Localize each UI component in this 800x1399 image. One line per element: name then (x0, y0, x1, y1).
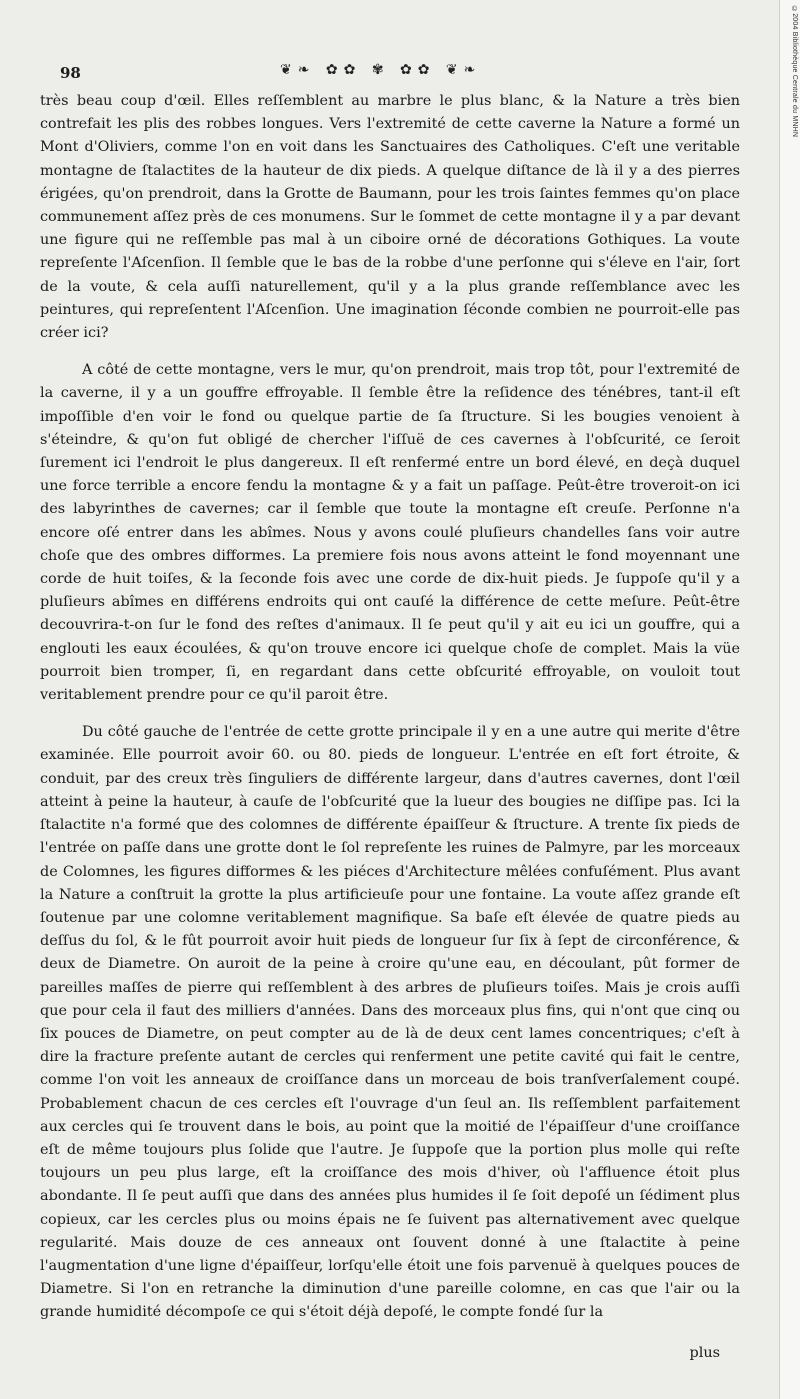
catchword: plus (689, 1345, 720, 1361)
page-number: 98 (60, 64, 81, 82)
body-text (40, 90, 740, 1325)
paragraph-1: très beau coup d'œil. Elles reſſemblent au marbre le plus blanc, & la Nature a très bien contrefait les plis des robbes longues. Vers l'extremité de cette caverne la Nature a formé un Mont d'Oliviers, comme l'on en voit dans les Sanctuaires des Catholiques. C'eſt une veritable montagne de ſtalactites de la hauteur de dix pieds. A quelque diſtance de là il y a des pierres érigées, qu'on prendroit, dans la Grotte de Baumann, pour les trois ſaintes femmes qu'on place communement aſſez près de ces monumens. Sur le ſommet de cette montagne il y a par devant une figure qui ne reſſemble pas mal à un ciboire orné de décorations Gothiques. La voute repreſente l'Aſcenſion. Il ſemble que le bas de la robbe d'une perſonne qui s'éleve en l'air, ſort de la voute, & cela auſſi naturellement, qu'il y a la plus grande reſſemblance avec les peintures, qui repreſentent l'Aſcenſion. Une imagination ſéconde combien ne pourroit-elle pas créer ici? (40, 93, 740, 342)
running-header (60, 62, 740, 84)
paragraph-3: Du côté gauche de l'entrée de cette grotte principale il y en a une autre qui merite d'être examinée. Elle pourroit avoir 60. ou 80. pieds de longueur. L'entrée en eſt fort étroite, & conduit, par des creux très ſinguliers de différente largeur, dans d'autres cavernes, dont l'œil atteint à peine la hauteur, à cauſe de l'obſcurité que la lueur des bougies ne diſſipe pas. Ici la ſtalactite n'a formé que des colomnes de différente épaiſſeur & ſtructure. A trente ſix pieds de l'entrée on paſſe dans une grotte dont le ſol repreſente les ruines de Palmyre, par les morceaux de Colomnes, les figures difformes & les piéces d'Architecture mêlées confuſément. Plus avant la Nature a conſtruit la grotte la plus artificieuſe pour une fontaine. La voute aſſez grande eſt ſoutenue par une colomne veritablement magnifique. Sa baſe eſt élevée de quatre pieds au deſſus du ſol, & le fût pourroit avoir huit pieds de longueur ſur ſix à ſept de circonférence, & deux de Diametre. On auroit de la peine à croire qu'une eau, en découlant, pût former de pareilles maſſes de pierre qui reſſemblent à des arbres de pluſieurs toiſes. Mais je crois auſſi que pour cela il faut des milliers d'années. Dans des morceaux plus fins, qui n'ont que cinq ou ſix pouces de Diametre, on peut compter au de là de deux cent lames concentriques; c'eſt à dire la fracture preſente autant de cercles qui renferment une petite cavité qui fait le centre, comme l'on voit les anneaux de croiſſance dans un morceau de bois tranſverſalement coupé. Probablement chacun de ces cercles eſt l'ouvrage d'un ſeul an. Ils reſſemblent parfaitement aux cercles qui ſe trouvent dans le bois, au point que la moitié de l'épaiſſeur d'une croiſſance eſt de même toujours plus ſolide que l'autre. Je ſuppoſe que la portion plus molle qui reſte toujours un peu plus large, eſt la croiſſance des mois d'hiver, où l'affluence étoit plus abondante. Il ſe peut auſſi que dans des années plus humides il ſe ſoit depoſé un ſédiment plus copieux, car les cercles plus ou moins épais ne ſe ſuivent pas alternativement avec quelque regularité. Mais douze de ces anneaux ont ſouvent donné à une ſtalactite à peine l'augmentation d'une ligne d'épaiſſeur, lorſqu'elle étoit une fois parvenuë à quelques pouces de Diametre. Si l'on en retranche la diminution d'une pareille colomne, en cas que l'air ou la grande humidité décompoſe ce qui s'étoit déjà depoſé, le compte fondé ſur la (40, 724, 740, 1321)
scan-edge (779, 0, 800, 1399)
paragraph-2: A côté de cette montagne, vers le mur, qu'on prendroit, mais trop tôt, pour l'extremité de la caverne, il y a un gouffre effroyable. Il ſemble être la reſidence des ténébres, tant-il eſt impoſſible d'en voir le fond ou quelque partie de ſa ſtructure. Si les bougies venoient à s'éteindre, & qu'on fut obligé de chercher l'iſſuë de ces cavernes à l'obſcurité, ce ſeroit ſurement ici l'endroit le plus dangereux. Il eſt renfermé entre un bord élevé, en deçà duquel une force terrible a encore fendu la montagne & y a fait un paſſage. Peût-être troveroit-on ici des labyrinthes de cavernes; car il ſemble que toute la montagne eſt creuſe. Perſonne n'a encore oſé entrer dans les abîmes. Nous y avons coulé pluſieurs chandelles ſans voir autre choſe que des ombres difformes. La premiere fois nous avons atteint le fond moyennant une corde de huit toiſes, & la ſeconde fois avec une corde de dix-huit pieds. Je ſuppoſe qu'il y a pluſieurs abîmes en différens endroits qui ont cauſé la différence de cette meſure. Peût-être decouvrira-t-on ſur le fond des reſtes d'animaux. Il ſe peut qu'il y ait eu ici un gouffre, qui a englouti les eaux écoulées, & qu'on trouve encore ici quelque choſe de complet. Mais la vüe pourroit bien tromper, ſi, en regardant dans cette obſcurité effroyable, on vouloit tout veritablement prendre pour ce qu'il paroit être. (40, 362, 740, 704)
library-stamp: ©2004 Bibliothèque Centrale du MNHN (791, 6, 798, 138)
header-ornament: ❦❧ ✿✿ ✾ ✿✿ ❦❧ (280, 62, 482, 78)
